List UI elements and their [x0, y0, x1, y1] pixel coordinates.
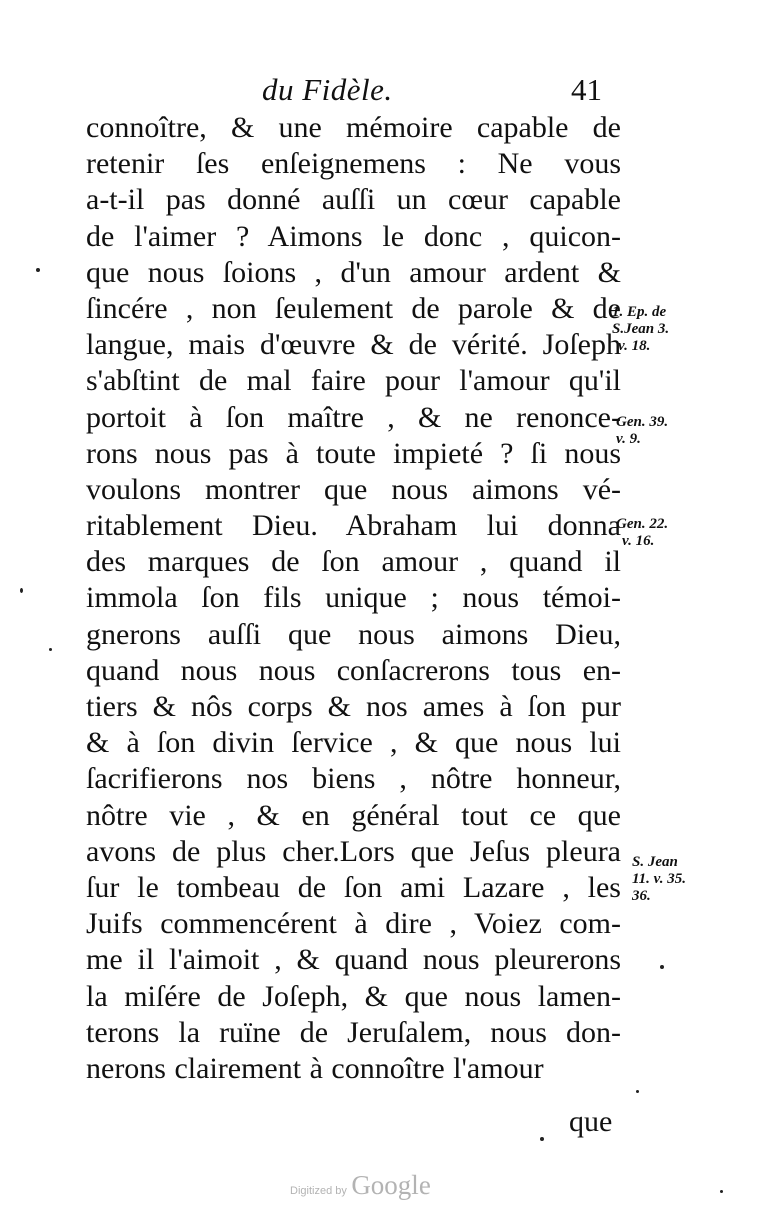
text-line: s'abſtint de mal faire pour l'amour qu'il [86, 364, 621, 398]
text-line: de l'aimer ? Aimons le donc , quicon- [86, 219, 621, 253]
scan-speck [36, 268, 40, 272]
text-line: nerons clairement à connoître l'amour [86, 1051, 544, 1085]
digitized-by-mark [290, 1170, 431, 1201]
running-head: du Fidèle. [262, 72, 393, 107]
text-line: des marques de ſon amour , quand il [86, 545, 621, 579]
text-line: & à ſon divin ſervice , & que nous lui [86, 726, 621, 760]
text-line: rons nous pas à toute impieté ? ſi nous [86, 436, 621, 470]
margin-note-line: Gen. 22. [616, 516, 669, 532]
text-line: tiers & nôs corps & nos ames à ſon pur [86, 690, 621, 723]
page-header [262, 72, 602, 112]
margin-note [616, 516, 668, 550]
text-line: nôtre vie , & en général tout ce que [86, 798, 621, 832]
margin-note-line: 1. Ep. de [612, 304, 667, 320]
text-line: ſacrifierons nos biens , nôtre honneur, [86, 762, 621, 796]
text-line: a-t-il pas donné auſſi un cœur capable [86, 183, 621, 217]
margin-note [632, 854, 686, 905]
scan-speck [540, 1137, 544, 1141]
text-line: avons de plus cher.Lors que Jeſus pleura [86, 834, 621, 868]
margin-note [612, 304, 669, 355]
scan-speck [49, 648, 52, 651]
scan-speck [636, 1090, 639, 1093]
text-line: ſur le tombeau de ſon ami Lazare , les [86, 870, 621, 904]
text-line: me il l'aimoit , & quand nous pleurerons [86, 943, 621, 977]
text-line: portoit à ſon maître , & ne renonce- [86, 400, 621, 434]
text-line: voulons montrer que nous aimons vé- [86, 472, 621, 506]
margin-note-line: v. 9. [616, 431, 641, 447]
digitized-by-label: Digitized by [290, 1185, 347, 1197]
text-line: Juifs commencérent à dire , Voiez com- [86, 907, 621, 941]
text-line: gnerons auſſi que nous aimons Dieu, [86, 617, 621, 651]
text-line: retenir ſes enſeignemens : Ne vous [86, 147, 621, 181]
scan-speck [660, 965, 664, 969]
text-line: ritablement Dieu. Abraham lui donna [86, 509, 621, 543]
text-line: la miſére de Joſeph, & que nous lamen- [86, 979, 621, 1013]
text-line: connoître, & une mémoire capable de [86, 111, 621, 144]
body-text [86, 110, 621, 1087]
text-line: ſincére , non ſeulement de parole & de [86, 291, 621, 325]
margin-note-line: S.Jean 3. [612, 321, 670, 337]
text-line: quand nous nous conſacrerons tous en- [86, 653, 621, 687]
margin-note-line: 36. [632, 888, 651, 904]
scan-speck [720, 1190, 723, 1193]
margin-note [616, 414, 668, 448]
margin-note-line: S. Jean [632, 854, 678, 870]
margin-note-line: 11. v. 35. [632, 871, 687, 887]
text-line: langue, mais d'œuvre & de vérité. Joſeph [86, 328, 621, 362]
page-number: 41 [571, 72, 602, 107]
margin-note-line: Gen. 39. [616, 414, 669, 430]
text-line: terons la ruïne de Jeruſalem, nous don- [86, 1015, 621, 1049]
margin-note-line: v. 16. [622, 533, 655, 549]
text-line: immola ſon fils unique ; nous témoi- [86, 581, 621, 615]
catchword: que [569, 1105, 613, 1138]
scan-speck [20, 588, 23, 593]
margin-note-line: v. 18. [618, 338, 651, 354]
google-logo: Google [351, 1170, 431, 1200]
text-line: que nous ſoions , d'un amour ardent & [86, 255, 621, 289]
